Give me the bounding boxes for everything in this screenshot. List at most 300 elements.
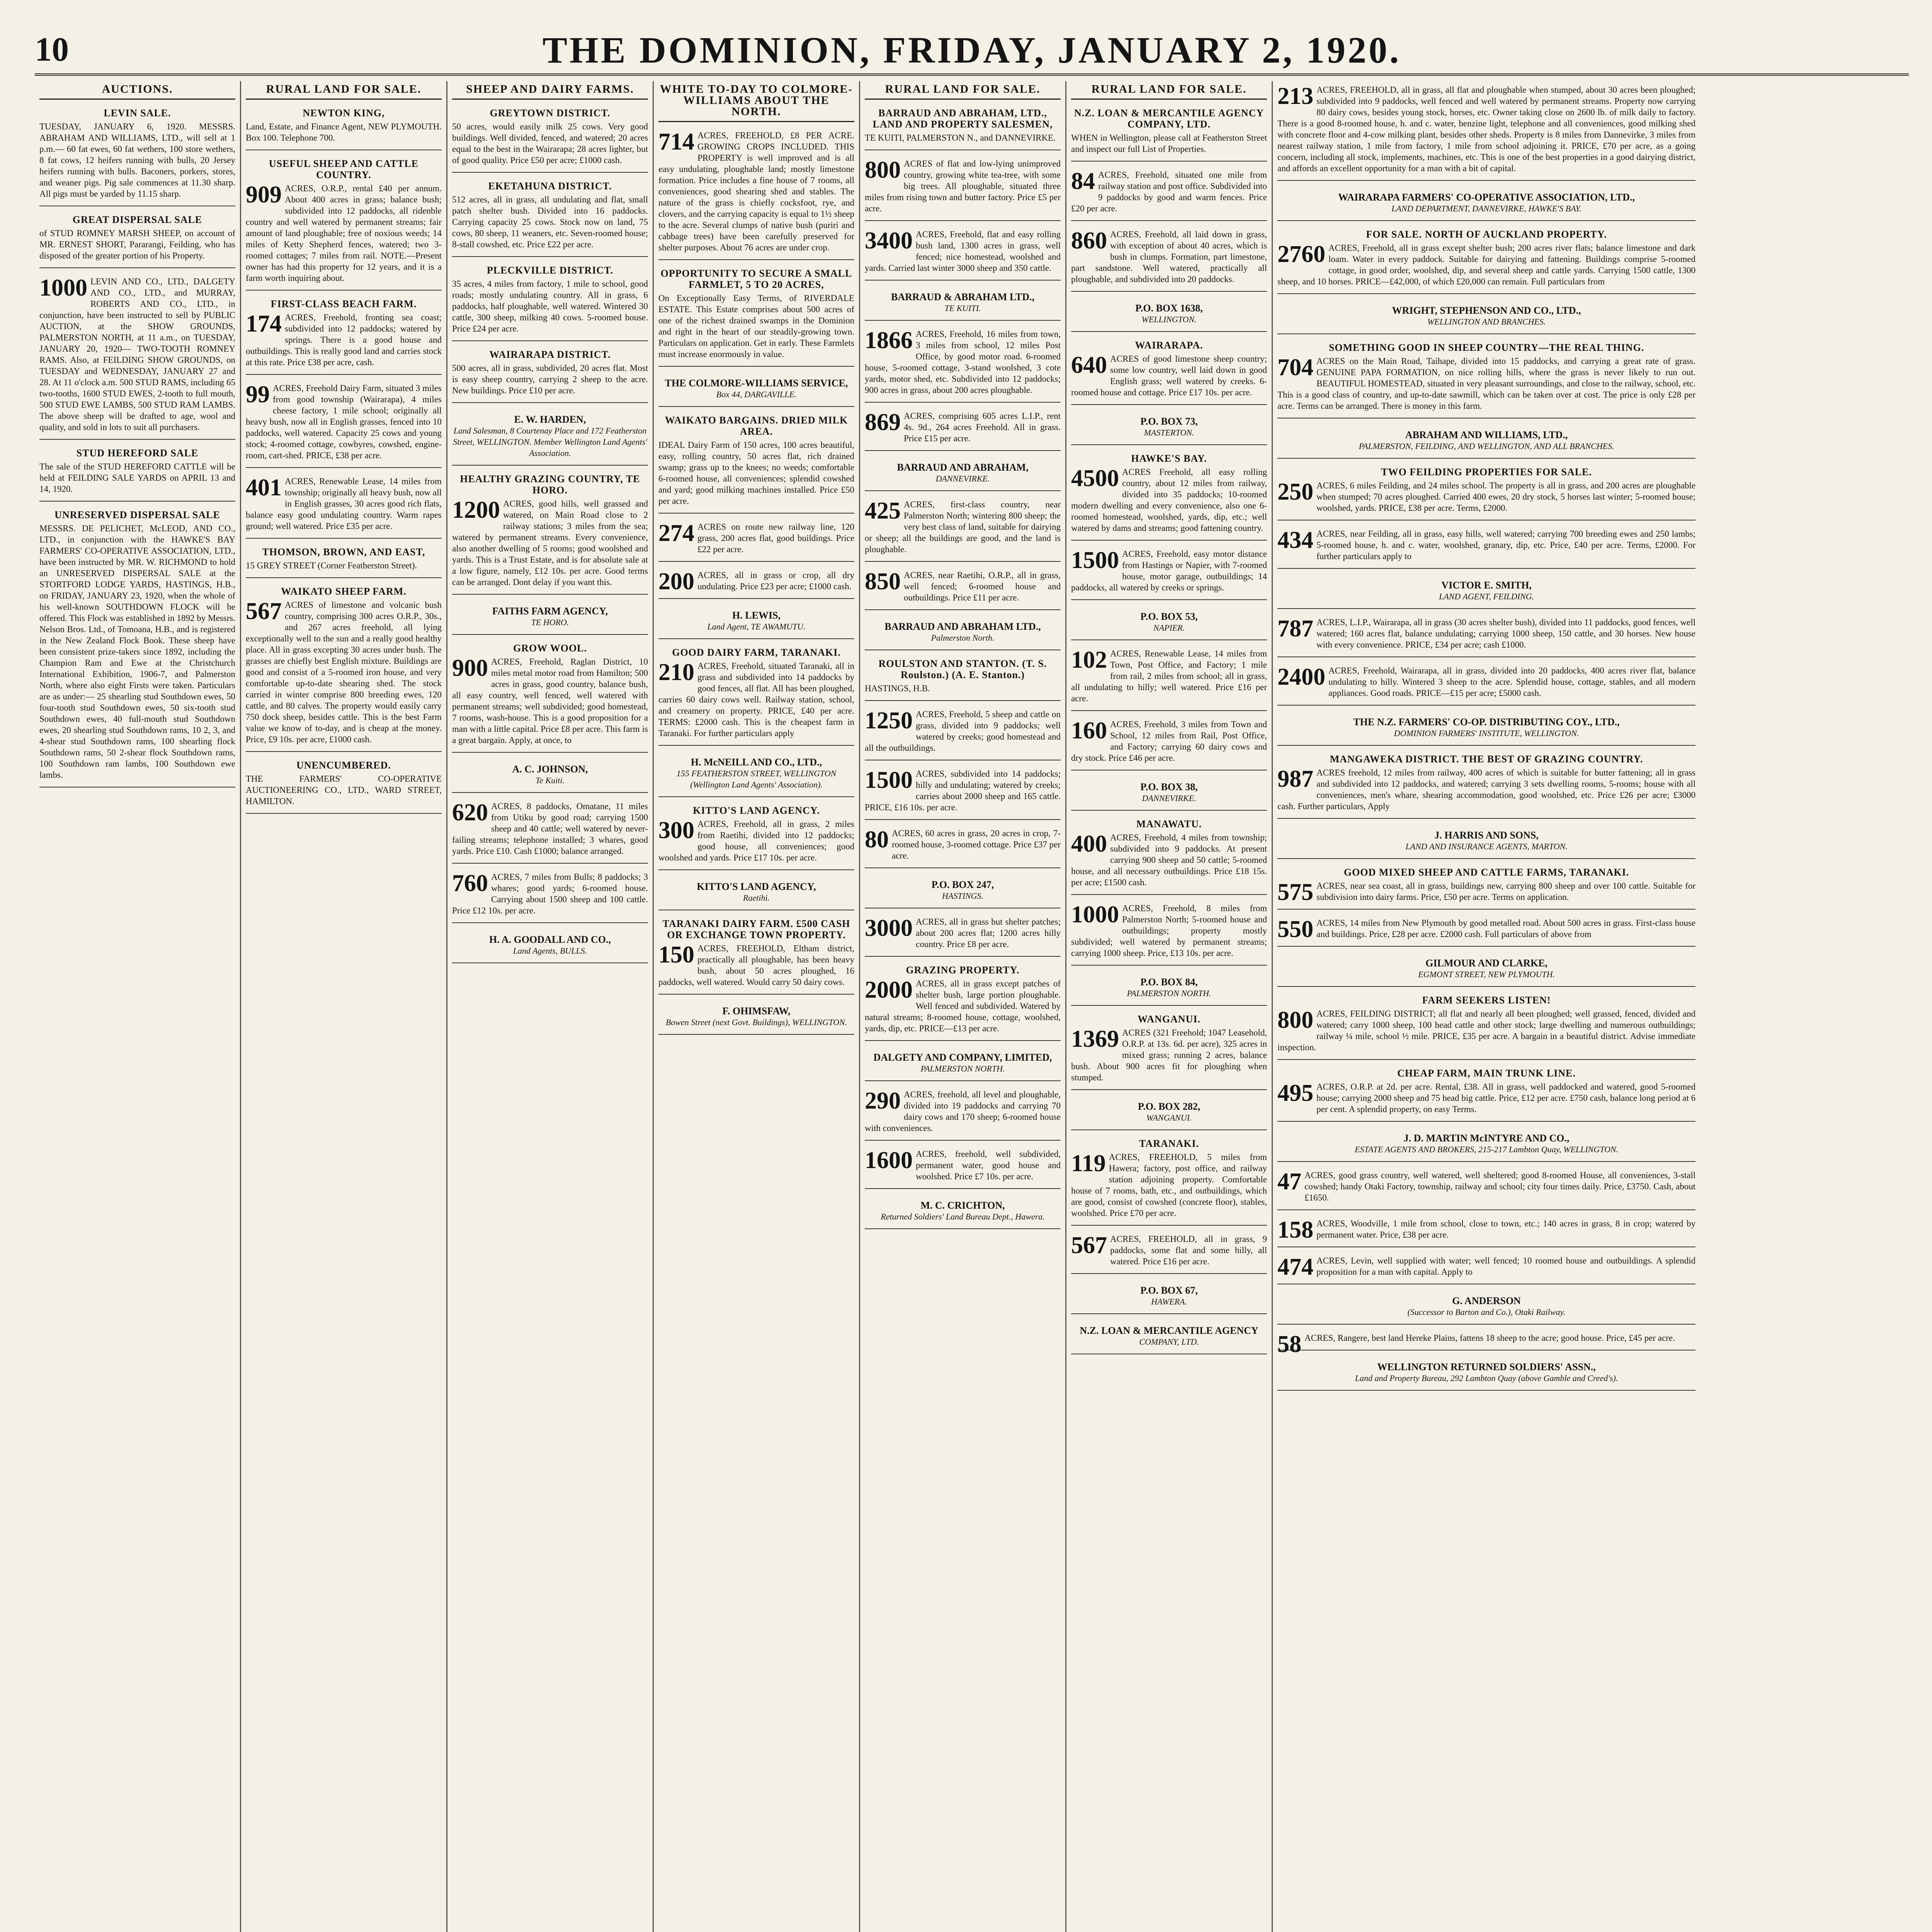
classified-ad xyxy=(246,543,442,578)
column-header: AUCTIONS. xyxy=(39,81,235,100)
column-5 xyxy=(860,81,1066,1932)
classified-ad xyxy=(452,470,648,595)
classified-ad xyxy=(452,868,648,923)
ad-body-text: ACRES, Freehold, 5 sheep and cattle on grass, divided into 9 paddocks; well watered by creeks; good homestead and all the outbuildings. xyxy=(865,709,1061,753)
ad-agent-address: LAND AND INSURANCE AGENTS, MARTON. xyxy=(1405,842,1568,851)
classified-ad xyxy=(865,706,1061,760)
ad-body-text: ACRES, 8 paddocks, Omatane, 11 miles from Utiku by good road; carrying 1500 sheep and 40 cattle; well watered by never-failing streams; telephone installed; 3 whares, good yards. Price £10. Cash £1000; balance arranged. xyxy=(452,801,648,856)
ad-agent-name: H. McNEILL AND CO., LTD., xyxy=(690,757,822,768)
ad-acreage-number: 250 xyxy=(1277,479,1313,505)
ad-acreage-number: 1369 xyxy=(1071,1026,1119,1052)
classified-ad xyxy=(1277,914,1696,947)
classified-ad xyxy=(658,802,854,870)
ad-body-text: ACRES, 14 miles from New Plymouth by good metalled road. About 500 acres in grass. First-class house and buildings. Price, £28 per acre. £2000 cash. Full particulars of above from xyxy=(1316,918,1696,939)
columns-container xyxy=(35,81,1909,1932)
classified-ad xyxy=(658,875,854,910)
ad-agent-address: EGMONT STREET, NEW PLYMOUTH. xyxy=(1418,969,1555,979)
ad-acreage-number: 1500 xyxy=(865,767,913,793)
classified-ad xyxy=(865,961,1061,1041)
ad-agent-name: GILMOUR AND CLARKE, xyxy=(1425,957,1548,969)
ad-body-text: ACRES, Freehold, 16 miles from town, 3 miles from school, 12 miles Post Office, by good motor road. 6-roomed house, 5-roomed cottage, 3-stand woolshed, 3 cote yards, motor shed, etc. Subdivided into 12 paddocks; 900 acres in grass, about 200 acres ploughable. xyxy=(865,329,1061,395)
ad-title: NEWTON KING, xyxy=(303,107,385,119)
ad-title: CHEAP FARM, MAIN TRUNK LINE. xyxy=(1397,1068,1576,1079)
classified-ad xyxy=(1277,1065,1696,1122)
ad-agent-address: Palmerston North. xyxy=(931,633,995,643)
ad-acreage-number: 550 xyxy=(1277,916,1313,942)
classified-ad xyxy=(658,999,854,1035)
ad-acreage-number: 300 xyxy=(658,817,694,844)
ad-body-text: ACRES, subdivided into 14 paddocks; hilly and undulating; watered by creeks; carries about 2000 sheep and 165 cattle. PRICE, £16 10s. per acre. xyxy=(865,769,1061,812)
ad-agent-name: H. A. GOODALL AND CO., xyxy=(489,934,611,945)
classified-ad xyxy=(865,104,1061,150)
ad-body-text: ACRES, near Raetihi, O.R.P., all in grass, well fenced; 6-roomed house and outbuildings. Price £11 per acre. xyxy=(904,570,1061,602)
ad-agent-address: COMPANY, LTD. xyxy=(1139,1337,1199,1347)
ad-body-text: ACRES, Freehold, Raglan District, 10 miles metal motor road from Hamilton; 500 acres in grass, good country, balance bush, all easy country, well fenced, well watered with permanent streams; well subdivided; good homestead, 7 rooms, wash-house. This is a good proposition for a man with a little capital. Price £8 per acre. This farm is a great bargain. Apply, at once, to xyxy=(452,657,648,745)
classified-ad xyxy=(1071,1010,1267,1090)
classified-ad xyxy=(1277,185,1696,221)
ad-acreage-number: 119 xyxy=(1071,1150,1106,1177)
ad-title: OPPORTUNITY TO SECURE A SMALL FARMLET, 5 TO 20 ACRES, xyxy=(660,268,852,290)
classified-ad xyxy=(452,599,648,635)
classified-ad xyxy=(1071,1135,1267,1226)
ad-acreage-number: 1000 xyxy=(39,275,87,301)
ad-body-text: ACRES, O.R.P. at 2d. per acre. Rental, £38. All in grass, well paddocked and watered, good 5-roomed house; carrying 2000 sheep and 75 head big cattle. Price, £12 per acre. £750 cash, balance long period at 6 per cent. A splendid property, on easy Terms. xyxy=(1316,1082,1696,1114)
ad-acreage-number: 850 xyxy=(865,568,901,595)
ad-body-text: ACRES, comprising 605 acres L.I.P., rent 4s. 9d., 264 acres Freehold. All in grass. Price £15 per acre. xyxy=(904,411,1061,443)
ad-agent-name: P.O. BOX 67, xyxy=(1140,1285,1198,1296)
ad-agent-name: P.O. BOX 282, xyxy=(1138,1101,1201,1112)
ad-body-text: ACRES, FREEHOLD, £8 PER ACRE. GROWING CROPS INCLUDED. THIS PROPERTY is well improved and is all easy undulating, ploughable land; mostly limestone formation. Price includes a fine house of 7 rooms, all conveniences, good shearing shed and stables. The nature of the grass is chiefly cocksfoot, rye, and clovers, and the carrying capacity is equal to 1½ sheep to the acre. Several clumps of native bush (puriri and cabbage trees) have been carefully preserved for shelter purposes. About 76 acres are under crop. xyxy=(658,131,854,252)
ad-agent-name: J. D. MARTIN McINTYRE AND CO., xyxy=(1403,1133,1570,1144)
ad-body-text: IDEAL Dairy Farm of 150 acres, 100 acres beautiful, easy, rolling country, 50 acres flat, rich drained swamp; grass up to the knees; no weeds; comfortable 6-roomed house, all conveniences; splendid cowshed and yard; good milking machines installed. Price £50 per acre. xyxy=(658,440,854,506)
ad-acreage-number: 425 xyxy=(865,498,901,524)
ad-body-text: ACRES, all in grass except patches of shelter bush, large portion ploughable. Well fenced and subdivided. Watered by natural streams; 8-roomed house, cottage, woolshed, yards, dip, etc. PRICE—£13 per acre. xyxy=(865,979,1061,1033)
ad-agent-name: N.Z. LOAN & MERCANTILE AGENCY xyxy=(1080,1325,1259,1336)
classified-ad xyxy=(39,444,235,502)
classified-ad xyxy=(1277,339,1696,418)
classified-ad xyxy=(865,825,1061,868)
classified-ad xyxy=(865,456,1061,491)
ad-agent-name: P.O. BOX 1638, xyxy=(1135,303,1203,314)
ad-agent-name: KITTO'S LAND AGENCY, xyxy=(697,881,816,892)
ad-agent-address: TE HORO. xyxy=(531,617,569,627)
classified-ad xyxy=(1277,1355,1696,1391)
ad-body-text: 500 acres, all in grass, subdivided, 20 acres flat. Most is easy sheep country, carrying 2 sheep to the acre. New buildings. Price £10 per acre. xyxy=(452,363,648,395)
ad-agent-address: DANNEVIRKE. xyxy=(1142,793,1196,803)
classified-ad xyxy=(1277,992,1696,1060)
classified-ad xyxy=(658,644,854,746)
classified-ad xyxy=(39,506,235,787)
classified-ad xyxy=(246,104,442,150)
ad-title: KITTO'S LAND AGENCY. xyxy=(693,805,820,816)
newspaper-title: THE DOMINION, FRIDAY, JANUARY 2, 1920. xyxy=(542,29,1401,71)
ad-agent-address: LAND DEPARTMENT, DANNEVIRKE, HAWKE'S BAY. xyxy=(1391,204,1582,213)
ad-agent-name: THE COLMORE-WILLIAMS SERVICE, xyxy=(665,378,848,389)
ad-agent-address: DOMINION FARMERS' INSTITUTE, WELLINGTON. xyxy=(1394,728,1579,738)
ad-title: MANAWATU. xyxy=(1136,818,1202,830)
classified-ad xyxy=(1277,750,1696,819)
ad-body-text: ACRES, near Feilding, all in grass, easy hills, well watered; carrying 700 breeding ewes and 250 lambs; 5-roomed house, h. and c. water, woolshed, granary, dip, etc. Price, £40 per acre. Terms, £2000. For further particulars apply to xyxy=(1316,529,1696,561)
ad-body-text: ACRES, Renewable Lease, 14 miles from Town, Post Office, and Factory; 1 mile from rail, 2 miles from school; all in grass, all undulating to hilly; well watered. Price £16 per acre. xyxy=(1071,649,1267,703)
classified-ad xyxy=(1277,525,1696,569)
ad-agent-name: P.O. BOX 38, xyxy=(1140,781,1198,793)
ad-title: GRAZING PROPERTY. xyxy=(906,964,1020,976)
ad-agent-address: Returned Soldiers' Land Bureau Dept., Hawera. xyxy=(881,1212,1045,1221)
ad-title: WAIKATO SHEEP FARM. xyxy=(281,586,406,597)
ad-acreage-number: 620 xyxy=(452,799,488,826)
ad-title: PLECKVILLE DISTRICT. xyxy=(486,265,614,276)
column-header: RURAL LAND FOR SALE. xyxy=(246,81,442,100)
classified-ad xyxy=(865,765,1061,820)
ad-body-text: TE KUITI, PALMERSTON N., and DANNEVIRKE. xyxy=(865,133,1056,143)
ad-title: GOOD DAIRY FARM, TARANAKI. xyxy=(672,647,841,658)
ad-agent-address: Land Agent, TE AWAMUTU. xyxy=(707,622,806,631)
classified-ad xyxy=(865,1086,1061,1141)
ad-acreage-number: 575 xyxy=(1277,879,1313,905)
ad-body-text: ACRES, near sea coast, all in grass, buildings new, carrying 800 sheep and over 100 cattle. Suitable for subdivision into dairy farms. Price, £50 per acre. Terms on application. xyxy=(1316,881,1696,902)
ad-title: TWO FEILDING PROPERTIES FOR SALE. xyxy=(1381,466,1592,478)
column-header: RURAL LAND FOR SALE. xyxy=(865,81,1061,100)
ad-acreage-number: 1866 xyxy=(865,327,913,354)
ad-title: MANGAWEKA DISTRICT. THE BEST OF GRAZING COUNTRY. xyxy=(1330,753,1643,765)
classified-ad xyxy=(1071,296,1267,332)
ad-agent-name: BARRAUD & ABRAHAM LTD., xyxy=(891,291,1034,303)
ad-acreage-number: 714 xyxy=(658,129,694,155)
ad-agent-name: F. OHIMSFAW, xyxy=(722,1005,791,1017)
ad-body-text: ACRES of good limestone sheep country; some low country, well laid down in good English grass; well watered by creeks. 6-roomed house and cottage. Price £17 10s. per acre. xyxy=(1071,354,1267,397)
ad-acreage-number: 160 xyxy=(1071,718,1107,744)
classified-ad xyxy=(452,177,648,257)
classified-ad xyxy=(865,913,1061,957)
ad-body-text: ACRES, Freehold, easy motor distance from Hastings or Napier, with 7-roomed house, motor garage, outbuildings; 14 paddocks, all watered by creeks or springs. xyxy=(1071,549,1267,592)
classified-ad xyxy=(865,566,1061,610)
ad-body-text: ACRES, 7 miles from Bulls; 8 paddocks; 3 whares; good yards; 6-roomed house. Carrying about 1500 sheep and 100 cattle. Price £12 10s. per acre. xyxy=(452,872,648,915)
classified-ad xyxy=(452,798,648,864)
classified-ad xyxy=(246,295,442,375)
ad-body-text: THE FARMERS' CO-OPERATIVE AUCTIONEERING CO., LTD., WARD STREET, HAMILTON. xyxy=(246,774,442,806)
ad-body-text: HASTINGS, H.B. xyxy=(865,684,930,693)
classified-ad xyxy=(1277,1289,1696,1325)
ad-title: UNENCUMBERED. xyxy=(296,760,391,771)
ad-body-text: of STUD ROMNEY MARSH SHEEP, on account of MR. ERNEST SHORT, Pararangi, Feilding, who has disposed of the greater portion of his Property. xyxy=(39,228,235,260)
classified-ad xyxy=(39,104,235,206)
ad-body-text: 50 acres, would easily milk 25 cows. Very good buildings. Well divided, fenced, and watered; 20 acres equal to the best in the Wairarapa; 28 acres lighter, but of good quality. Price £50 per acre; £1000 cash. xyxy=(452,122,648,165)
ad-acreage-number: 102 xyxy=(1071,647,1107,673)
ad-acreage-number: 158 xyxy=(1277,1217,1313,1243)
ad-acreage-number: 200 xyxy=(658,568,694,595)
ad-body-text: ACRES, Freehold, all in grass except shelter bush; 200 acres river flats; balance limestone and dark loam. Water in every paddock. Suitable for dairying and fattening. Buildings comprise 5-roomed cottage, in good order, woolshed, dip, and several sheep and cattle yards. Carrying 1500 cattle, 1300 sheep, and 10 horses. PRICE—£42,000, of which £20,000 can remain. Full particulars from xyxy=(1277,243,1696,286)
ad-body-text: WHEN in Wellington, please call at Featherston Street and inspect our full List of Properties. xyxy=(1071,133,1267,154)
classified-ad xyxy=(1071,1279,1267,1314)
ad-body-text: ACRES, Freehold, all in grass, 2 miles from Raetihi, divided into 12 paddocks; good house, all conveniences; good woolshed and yards. Price £17 10s. per acre. xyxy=(658,819,854,862)
ad-acreage-number: 84 xyxy=(1071,168,1095,194)
ad-body-text: ACRES, Freehold, all laid down in grass, with exception of about 40 acres, which is bush in clumps. Formation, part limestone, part sandstone. Well watered, practically all ploughable, and subdivided into 20 paddocks. xyxy=(1071,230,1267,284)
ad-agent-name: P.O. BOX 84, xyxy=(1140,976,1198,988)
ad-acreage-number: 704 xyxy=(1277,354,1313,381)
classified-ad xyxy=(452,104,648,173)
classified-ad xyxy=(1277,573,1696,609)
ad-agent-address: Te Kuiti. xyxy=(536,776,565,785)
classified-ad xyxy=(865,1194,1061,1229)
ad-acreage-number: 2000 xyxy=(865,977,913,1003)
ad-body-text: MESSRS. DE PELICHET, McLEOD, AND CO., LTD., in conjunction with the HAWKE'S BAY FARMERS' CO-OPERATIVE ASSOCIATION, LTD., have been instructed by MR. W. RICHMOND to hold an UNRESERVED DISPERSAL SALE at the STORTFORD LODGE YARDS, HASTINGS, H.B., on FRIDAY, JANUARY 23, 1920, when the whole of his well-known SOUTHDOWN FLOCK will be offered. This Flock was established in 1892 by Messrs. Nelson Bros. Ltd., of Tomoana, H.B., and is registered in the New Zealand Flock Book. These sheep have been consistent prize-takers since 1892, including the Champion Ram and Ewe at the Christchurch International Exhibition, 1906-7, and Palmerston North, where also eight Firsts were taken. Particulars are as under:— 25 shearling stud Southdown ewes, 50 four-tooth stud Southdown ewes, 50 six-tooth stud Southdown ewes, 40 full-mouth stud Southdown ewes, 20 shearling stud Southdown rams, 10 2, 3, and 4-shear stud Southdown rams, 100 shearling flock Southdown rams, 50 2-shear flock Southdown rams, 100 Southdown ram lambs, 100 Southdown ewe lambs. xyxy=(39,524,235,780)
ad-acreage-number: 860 xyxy=(1071,228,1107,254)
ad-body-text: ACRES, good hills, well grassed and watered, on Main Road close to 2 railway stations; 3 miles from the sea; watered by permanent streams. Every convenience, also another dwelling of 5 rooms; good woolshed and yards. This is a Trust Estate, and is for absolute sale at a low figure, namely, £12 10s. per acre. Good terms can be arranged. Dont delay if you want this. xyxy=(452,499,648,587)
ad-agent-name: P.O. BOX 73, xyxy=(1140,416,1198,427)
classified-ad xyxy=(1071,104,1267,162)
ad-body-text: ACRES, FREEHOLD, 5 miles from Hawera; factory, post office, and railway station adjoining property. Comfortable house of 7 rooms, bath, etc., and outbuildings, which are good, consist of cowshed (concrete floor), stables, woolshed. Price £70 per acre. xyxy=(1071,1152,1267,1218)
ad-acreage-number: 869 xyxy=(865,409,901,435)
ad-title: FOR SALE. NORTH OF AUCKLAND PROPERTY. xyxy=(1366,229,1607,240)
classified-ad xyxy=(1071,410,1267,445)
ad-body-text: 15 GREY STREET (Corner Featherston Street). xyxy=(246,561,417,570)
column-2 xyxy=(241,81,447,1932)
classified-ad xyxy=(1277,299,1696,334)
column-header: WHITE TO-DAY TO COLMORE-WILLIAMS ABOUT THE NORTH. xyxy=(658,81,854,122)
ad-body-text: ACRES, Freehold, 3 miles from Town and School, 12 miles from Rail, Post Office, and Factory; carrying 60 dairy cows and dry stock. Price £46 per acre. xyxy=(1071,719,1267,763)
classified-ad xyxy=(865,407,1061,451)
ad-acreage-number: 213 xyxy=(1277,83,1313,109)
ad-agent-name: P.O. BOX 247, xyxy=(931,879,994,890)
column-7 xyxy=(1273,81,1700,1932)
ad-body-text: ACRES, Freehold, fronting sea coast; subdivided into 12 paddocks; watered by springs. There is a good house and outbuildings. This is really good land and carries stock at this rate. Price £38 per acre, cash. xyxy=(246,313,442,367)
ad-body-text: ACRES, 6 miles Feilding, and 24 miles school. The property is all in grass, and 200 acres are ploughable when stumped; 70 acres ploughed. Carried 400 ewes, 20 dry stock, 5 horses last winter; 5-roomed house; woolshed, yards. PRICE, £38 per acre. Terms, £2000. xyxy=(1316,481,1696,513)
ad-body-text: ACRES, all in grass but shelter patches; about 200 acres flat; 1200 acres hilly country. Price £8 per acre. xyxy=(916,917,1061,949)
ad-body-text: ACRES, 60 acres in grass, 20 acres in crop, 7-roomed house, 3-roomed cottage. Price £37 per acre. xyxy=(892,828,1061,861)
classified-ad xyxy=(865,1145,1061,1189)
ad-acreage-number: 434 xyxy=(1277,527,1313,553)
classified-ad xyxy=(1277,81,1696,181)
ad-agent-name: G. ANDERSON xyxy=(1452,1295,1521,1306)
ad-body-text: ACRES on the Main Road, Taihape, divided into 15 paddocks, and carrying a great rate of grass. GENUINE PAPA FORMATION, on nice rolling hills, where the grass is never likely to run out. BEAUTIFUL HOMESTEAD, situated in very pleasant surroundings, and close to the railway, school, etc. This is a good class of country, and up-to-date sawmill, which can be taken over at cost. The price is only £28 per acre. Terms can be arranged. There is money in this farm. xyxy=(1277,356,1696,411)
ad-body-text: ACRES Freehold, all easy rolling country, about 12 miles from railway, divided into 35 paddocks; 10-roomed modern dwelling and every convenience, also one 6-roomed homestead, woolshed, yards, dip, etc.; well watered by dams and streams; good fattening country. xyxy=(1071,467,1267,533)
ad-body-text: ACRES of limestone and volcanic bush country, comprising 300 acres O.R.P., 30s., and 267 acres freehold, all lying exceptionally well to the sun and a really good healthy place. All in grass excepting 30 acres under bush. The grasses are chiefly best English mixture. Buildings are good and consist of a 5-roomed iron house, and very comfortable up-to-date shearing shed. The stock carried in winter comprise 800 breeding ewes, 120 cattle, and 80 calves. The property would easily carry 750 dock sheep, besides cattle. This is the best Farm value we know of to-day, and is cheap at the money. Price, £9 10s. per acre, £1000 cash. xyxy=(246,600,442,744)
ad-body-text: ACRES of flat and low-lying unimproved country, growing white tea-tree, with some big trees. All ploughable, situated three miles from rising town and butter factory. Price £5 per acre. xyxy=(865,159,1061,213)
ad-acreage-number: 909 xyxy=(246,182,282,208)
page-number: 10 xyxy=(35,31,69,68)
ad-title: WAIKATO BARGAINS. DRIED MILK AREA. xyxy=(665,415,848,437)
ad-agent-name: BARRAUD AND ABRAHAM LTD., xyxy=(884,621,1041,632)
ad-acreage-number: 987 xyxy=(1277,766,1313,792)
ad-body-text: ACRES, FREEHOLD, all in grass, all flat and ploughable when stumped, about 30 acres been ploughed; subdivided into 9 paddocks, well fenced and well watered by permanent streams. Property now carrying 80 dairy cows, besides young stock, horses, etc. Owner taking close on 2600 lb. of milk daily to factory. There is a good 8-roomed house, h. and c. water, benzine light, telephone and all conveniences, good milking shed with concrete floor and 4-cow milking plant, besides other sheds. Property is 8 miles from Dannevirke, 3 miles from nearest railway station, 1 mile from factory, 1 mile from school adjoining it. PRICE, £70 per acre, as a going concern, including all stock, implements, machines, etc. This is one of the best properties in a good dairying district, and affords an excellent opportunity for a man with a bit of capital. xyxy=(1277,85,1696,173)
ad-body-text: ACRES, freehold, well subdivided, permanent water, good house and woolshed. Price £7 10s. per acre. xyxy=(916,1149,1061,1181)
ad-agent-name: BARRAUD AND ABRAHAM, xyxy=(897,462,1029,473)
ad-agent-name: WAIRARAPA FARMERS' CO-OPERATIVE ASSOCIATION, LTD., xyxy=(1338,192,1635,203)
ad-acreage-number: 640 xyxy=(1071,352,1107,378)
classified-ad xyxy=(865,285,1061,321)
classified-ad xyxy=(1277,823,1696,859)
ad-acreage-number: 150 xyxy=(658,942,694,968)
classified-ad xyxy=(1277,1215,1696,1247)
column-4 xyxy=(654,81,860,1932)
ad-agent-address: Land and Property Bureau, 292 Lambton Quay (above Gamble and Creed's). xyxy=(1355,1373,1618,1383)
ad-agent-address: Land Agents, BULLS. xyxy=(513,946,587,956)
column-3 xyxy=(447,81,654,1932)
ad-acreage-number: 99 xyxy=(246,381,270,408)
ad-body-text: ACRES, Freehold, situated Taranaki, all in grass and subdivided into 14 paddocks by good fences, all flat. All has been ploughed, carries 60 dairy cows well. Railway station, school, and creamery on property. PRICE, £40 per acre. TERMS: £2000 cash. This is the cheapest farm in Taranaki. For further particulars apply xyxy=(658,661,854,738)
ad-acreage-number: 1250 xyxy=(865,707,913,734)
ad-acreage-number: 3000 xyxy=(865,915,913,941)
ad-agent-address: Raetihi. xyxy=(743,893,770,903)
classified-ad xyxy=(1071,337,1267,405)
classified-ad xyxy=(1071,645,1267,711)
classified-ad xyxy=(1071,1319,1267,1354)
ad-title: FARM SEEKERS LISTEN! xyxy=(1422,995,1551,1006)
ad-body-text: LEVIN AND CO., LTD., DALGETY AND CO., LTD., and MURRAY, ROBERTS AND CO., LTD., in conjunction, have been instructed to sell by PUBLIC AUCTION, at the SHOW GROUNDS, PALMERSTON NORTH, at 11 a.m., on TUESDAY, JANUARY 20, 1920— TWO-TOOTH ROMNEY RAMS. Also, at FEILDING SHOW GROUNDS, on TUESDAY and WEDNESDAY, JANUARY 27 and 28. At 11 o'clock a.m. 500 STUD RAMS, including 65 two-tooths, 1600 STUD EWES, 2-tooth to full mouth, 500 STUD EWE LAMBS, 500 STUD RAM LAMBS. The above sheep will be drafted to age, wool and quality, and sold in lots to suit all purchasers. xyxy=(39,277,235,432)
ad-body-text: ACRES, good grass country, well watered, well sheltered; good 8-roomed House, all conveniences, 3-stall cowshed; handy Otaki Factory, township, railway and school; city four times daily. Price, £3750. Cash, about £1650. xyxy=(1304,1170,1696,1202)
ad-agent-name: P.O. BOX 53, xyxy=(1140,611,1198,622)
ad-agent-name: VICTOR E. SMITH, xyxy=(1441,580,1532,591)
ad-agent-name: E. W. HARDEN, xyxy=(514,414,586,425)
ad-title: GREYTOWN DISTRICT. xyxy=(490,107,611,119)
ad-acreage-number: 495 xyxy=(1277,1080,1313,1106)
classified-ad xyxy=(658,518,854,562)
ad-acreage-number: 900 xyxy=(452,655,488,681)
masthead xyxy=(35,27,1909,76)
classified-ad xyxy=(452,262,648,341)
classified-ad xyxy=(658,915,854,995)
classified-ad xyxy=(865,496,1061,562)
classified-ad xyxy=(1071,716,1267,770)
classified-ad xyxy=(1277,1329,1696,1357)
column-header: RURAL LAND FOR SALE. xyxy=(1071,81,1267,100)
classified-ad xyxy=(1277,614,1696,657)
classified-ad xyxy=(1071,166,1267,221)
ad-acreage-number: 567 xyxy=(246,598,282,624)
ad-acreage-number: 3400 xyxy=(865,228,913,254)
classified-ad xyxy=(1071,1095,1267,1130)
ad-agent-address: PALMERSTON NORTH. xyxy=(920,1064,1005,1073)
ad-agent-address: MASTERTON. xyxy=(1144,428,1194,437)
ad-body-text: TUESDAY, JANUARY 6, 1920. MESSRS. ABRAHAM AND WILLIAMS, LTD., will sell at 1 p.m.— 60 fat ewes, 60 fat wethers, 100 store wethers, 8 fat cows, 12 heifers running with bulls, 20 Jersey heifers running with bulls. Baconers, porkers, stores, and weaner pigs. Pig sale commences at 11.30 sharp. All pigs must be yarded by 11.15 sharp. xyxy=(39,122,235,199)
classified-ad xyxy=(865,1046,1061,1081)
ad-agent-address: PALMERSTON NORTH. xyxy=(1127,988,1211,998)
ad-acreage-number: 760 xyxy=(452,870,488,896)
ad-agent-name: M. C. CRICHTON, xyxy=(920,1200,1005,1211)
classified-ad xyxy=(452,757,648,793)
ad-agent-address: PALMERSTON, FEILDING, AND WELLINGTON, AND ALL BRANCHES. xyxy=(1359,441,1614,451)
ad-acreage-number: 787 xyxy=(1277,616,1313,642)
classified-ad xyxy=(658,604,854,639)
ad-body-text: ACRES, Renewable Lease, 14 miles from township; originally all heavy bush, now all in English grasses, 30 acres good rich flats, balance easy good undulating country. Warm rapes ground; well watered. Price £35 per acre. xyxy=(246,476,442,531)
classified-ad xyxy=(1277,662,1696,706)
ad-acreage-number: 401 xyxy=(246,474,282,501)
column-1 xyxy=(35,81,241,1932)
ad-body-text: ACRES, Freehold Dairy Farm, situated 3 miles from good township (Wairarapa), 4 miles cheese factory, 1 mile school; originally all heavy bush, now all in English grasses, fenced into 10 paddocks, well watered. Capacity 25 cows and young stock; 4-roomed cottage, cowbyres, cowshed, engine-room, cart-shed. PRICE, £38 per acre. xyxy=(246,383,442,460)
ad-body-text: ACRES, Freehold, 8 miles from Palmerston North; 5-roomed house and outbuildings; property mostly subdivided; well watered by permanent streams; carrying 1000 sheep. Price, £13 10s. per acre. xyxy=(1071,903,1267,958)
ad-body-text: 35 acres, 4 miles from factory, 1 mile to school, good roads; mostly undulating country. All in grass, 6 paddocks, half ploughable, well watered. Wintered 30 cattle, 300 sheep, milking 40 cows. 5-roomed house. Price £24 per acre. xyxy=(452,279,648,333)
classified-ad xyxy=(658,566,854,599)
classified-ad xyxy=(452,928,648,963)
ad-agent-name: WRIGHT, STEPHENSON AND CO., LTD., xyxy=(1392,305,1581,316)
ad-title: SOMETHING GOOD IN SHEEP COUNTRY—THE REAL THING. xyxy=(1328,342,1645,353)
ad-title: ROULSTON AND STANTON. (T. S. Roulston.) (A. E. Stanton.) xyxy=(878,658,1047,680)
ad-body-text: ACRES freehold, 12 miles from railway, 400 acres of which is suitable for butter fattening; all in grass and subdivided into 12 paddocks, and watered; carrying 3 sets dwelling rooms, 5-rooms; house with all conveniences, men's whare, shearing accommodation, good woolshed, etc. Price £26 per acre; £3000 cash. Further particulars, Apply xyxy=(1277,768,1696,811)
ad-agent-address: HAWERA. xyxy=(1151,1297,1187,1306)
classified-ad xyxy=(865,615,1061,650)
ad-acreage-number: 800 xyxy=(865,157,901,183)
classified-ad xyxy=(658,265,854,367)
ad-title: HAWKE'S BAY. xyxy=(1131,453,1207,464)
ad-body-text: Land, Estate, and Finance Agent, NEW PLYMOUTH. Box 100. Telephone 700. xyxy=(246,122,442,143)
classified-ad xyxy=(1071,605,1267,640)
ad-body-text: ACRES, Freehold, Wairarapa, all in grass, divided into 20 paddocks, 400 acres river flat, balance undulating to hilly. Wintered 3 sheep to the acre. Splendid house, cottage, stables, and all modern appliances. Good roads. PRICE—£15 per acre; £5000 cash. xyxy=(1328,666,1696,698)
classified-ad xyxy=(1277,864,1696,910)
ad-body-text: 512 acres, all in grass, all undulating and flat, small patch shelter bush. Divided into 16 paddocks. Carrying capacity 25 cows. Stock now on land, 75 cows, 80 sheep, 11 weaners, etc. Seven-roomed house; 8-stall cowshed, etc. Price £22 per acre. xyxy=(452,195,648,249)
classified-ad xyxy=(452,408,648,466)
ad-acreage-number: 1200 xyxy=(452,497,500,523)
ad-body-text: ACRES, FREEHOLD, Eltham district, practically all ploughable, has been heavy bush, about 50 acres ploughed, 16 paddocks, well watered. Would carry 50 dairy cows. xyxy=(658,944,854,987)
ad-acreage-number: 210 xyxy=(658,659,694,685)
classified-ad xyxy=(865,155,1061,221)
ad-body-text: ACRES, O.R.P., rental £40 per annum. About 400 acres in grass; balance bush; subdivided into 12 paddocks, all ridenble country and well watered by permanent streams; fair amount of land ploughable; free of noxious weeds; 14 miles of Ketty Shepherd fences, watered; two 3-roomed cottages; 7 miles from rail. NOTE.—Present owner has had this property for 12 years, and it is a farm worth inquiring about. xyxy=(246,184,442,283)
ad-agent-address: Box 44, DARGAVILLE. xyxy=(716,389,797,399)
classified-ad xyxy=(1277,423,1696,459)
classified-ad xyxy=(1277,1167,1696,1210)
ad-title: N.Z. LOAN & MERCANTILE AGENCY COMPANY, LTD. xyxy=(1074,107,1264,130)
ad-title: LEVIN SALE. xyxy=(104,107,171,119)
ad-title: EKETAHUNA DISTRICT. xyxy=(488,180,612,192)
ad-agent-name: FAITHS FARM AGENCY, xyxy=(492,605,608,617)
classified-ad xyxy=(452,639,648,753)
ad-acreage-number: 58 xyxy=(1277,1331,1301,1357)
ad-body-text: ACRES, FEILDING DISTRICT; all flat and nearly all been ploughed; well grassed, fenced, divided and watered; carry 1000 sheep, 100 head cattle and other stock; large dwelling and numerous outbuildings; railway ¼ mile, school ½ mile. PRICE, £35 per acre. A bargain in a beautiful district. Advise immediate inspection. xyxy=(1277,1009,1696,1052)
ad-acreage-number: 80 xyxy=(865,827,889,853)
ad-body-text: ACRES, Rangere, best land Hereke Plains, fattens 18 sheep to the acre; good house. Price, £45 per acre. xyxy=(1304,1333,1675,1343)
ad-body-text: ACRES, Freehold, 4 miles from township; subdivided into 9 paddocks. At present carrying 900 sheep and 50 cattle; 5-roomed house, and all necessary outbuildings. Price £18 15s. per acre; £1500 cash. xyxy=(1071,833,1267,887)
ad-body-text: ACRES, Freehold, flat and easy rolling bush land, 1300 acres in grass, well fenced; nice homestead, woolshed and yards. Carried last winter 3000 sheep and 350 cattle. xyxy=(865,230,1061,273)
classified-ad xyxy=(1071,226,1267,292)
ad-title: USEFUL SHEEP AND CATTLE COUNTRY. xyxy=(269,158,419,180)
ad-acreage-number: 567 xyxy=(1071,1232,1107,1259)
ad-agent-name: H. LEWIS, xyxy=(732,610,781,621)
classified-ad xyxy=(865,873,1061,908)
classified-ad xyxy=(658,371,854,407)
classified-ad xyxy=(1071,970,1267,1006)
ad-agent-address: WANGANUI. xyxy=(1146,1113,1192,1122)
ad-acreage-number: 1000 xyxy=(1071,901,1119,928)
ad-title: GOOD MIXED SHEEP AND CATTLE FARMS, TARANAKI. xyxy=(1344,867,1629,878)
ad-agent-name: J. HARRIS AND SONS, xyxy=(1434,830,1539,841)
classified-ad xyxy=(246,379,442,468)
ad-agent-address: LAND AGENT, FEILDING. xyxy=(1439,592,1534,601)
ad-acreage-number: 2760 xyxy=(1277,241,1325,267)
classified-ad xyxy=(452,346,648,403)
classified-ad xyxy=(865,655,1061,701)
ad-agent-address: ESTATE AGENTS AND BROKERS, 215-217 Lambton Quay, WELLINGTON. xyxy=(1354,1145,1619,1154)
classified-ad xyxy=(246,473,442,539)
ad-agent-address: NAPIER. xyxy=(1153,623,1185,633)
ad-title: GREAT DISPERSAL SALE xyxy=(72,214,202,225)
column-6 xyxy=(1066,81,1273,1932)
classified-ad xyxy=(39,211,235,268)
ad-acreage-number: 4500 xyxy=(1071,465,1119,492)
classified-ad xyxy=(1071,815,1267,895)
ad-title: THOMSON, BROWN, AND EAST, xyxy=(262,546,425,558)
ad-acreage-number: 274 xyxy=(658,520,694,546)
ad-body-text: ACRES on route new railway line, 120 grass, 200 acres flat, good buildings. Price £22 per acre. xyxy=(697,522,854,554)
classified-ad xyxy=(1277,710,1696,746)
ad-agent-address: WELLINGTON. xyxy=(1141,315,1197,324)
ad-agent-address: Land Salesman, 8 Courtenay Place and 172 Featherston Street, WELLINGTON. Member Wellington Land Agents' Association. xyxy=(453,426,647,458)
ad-agent-address: 155 FEATHERSTON STREET, WELLINGTON (Wellington Land Agents' Association). xyxy=(676,769,837,789)
ad-agent-address: (Successor to Barton and Co.), Otaki Railway. xyxy=(1407,1307,1566,1317)
ad-acreage-number: 1500 xyxy=(1071,547,1119,573)
ad-title: UNRESERVED DISPERSAL SALE xyxy=(54,509,220,520)
ad-title: GROW WOOL. xyxy=(513,643,587,654)
ad-title: HEALTHY GRAZING COUNTRY, TE HORO. xyxy=(460,473,640,496)
ad-body-text: ACRES, L.I.P., Wairarapa, all in grass (30 acres shelter bush), divided into 11 paddocks, good fences, well watered; 160 acres flat, balance undulating; carrying 1000 sheep, 150 cattle, and 30 horses. New house with every convenience. PRICE, £34 per acre; cash £1000. xyxy=(1316,617,1696,650)
